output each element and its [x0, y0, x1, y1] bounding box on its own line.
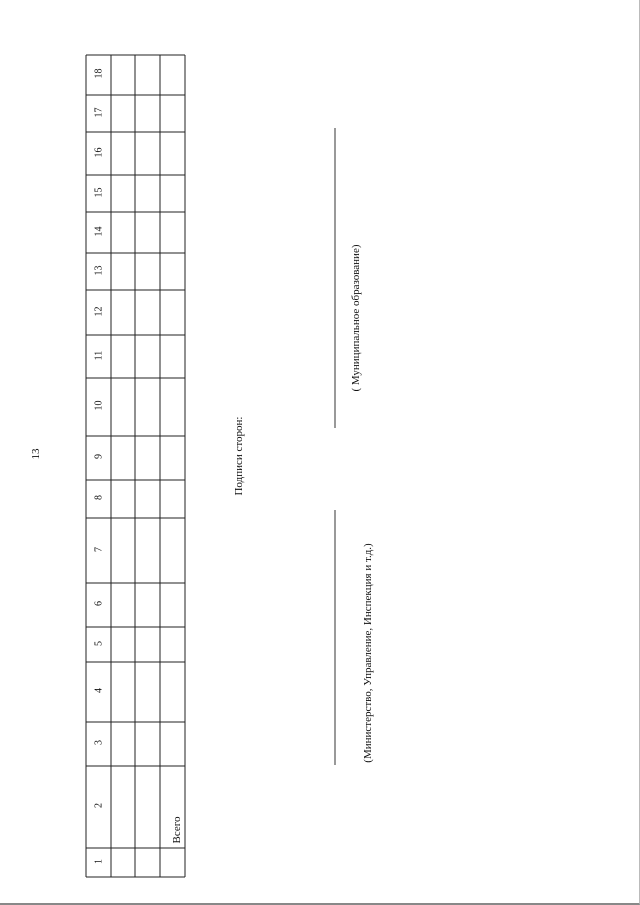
column-number-1: 1 [93, 858, 104, 864]
column-number-5: 5 [93, 640, 104, 646]
column-number-7: 7 [93, 546, 104, 552]
column-number-16: 16 [93, 147, 104, 157]
total-label: Всего [171, 816, 183, 844]
column-number-6: 6 [93, 601, 104, 606]
column-number-12: 12 [93, 306, 104, 316]
column-number-10: 10 [93, 400, 104, 411]
left-signature-caption: (Министерство, Управление, Инспекция и т.д.) [362, 543, 374, 763]
signatures-title: Подписи сторон: [233, 416, 245, 496]
column-number-2: 2 [93, 803, 104, 808]
column-number-9: 9 [93, 454, 104, 459]
column-number-14: 14 [93, 226, 104, 236]
column-number-11: 11 [93, 350, 104, 360]
page-number: 13 [30, 448, 42, 460]
column-number-18: 18 [93, 68, 104, 79]
column-number-17: 17 [93, 107, 104, 117]
column-number-3: 3 [93, 740, 104, 745]
column-number-15: 15 [93, 187, 104, 197]
column-number-4: 4 [93, 688, 104, 693]
column-number-13: 13 [93, 265, 104, 275]
column-number-8: 8 [93, 495, 104, 500]
right-signature-caption: ( Муниципальное образование) [350, 244, 362, 392]
